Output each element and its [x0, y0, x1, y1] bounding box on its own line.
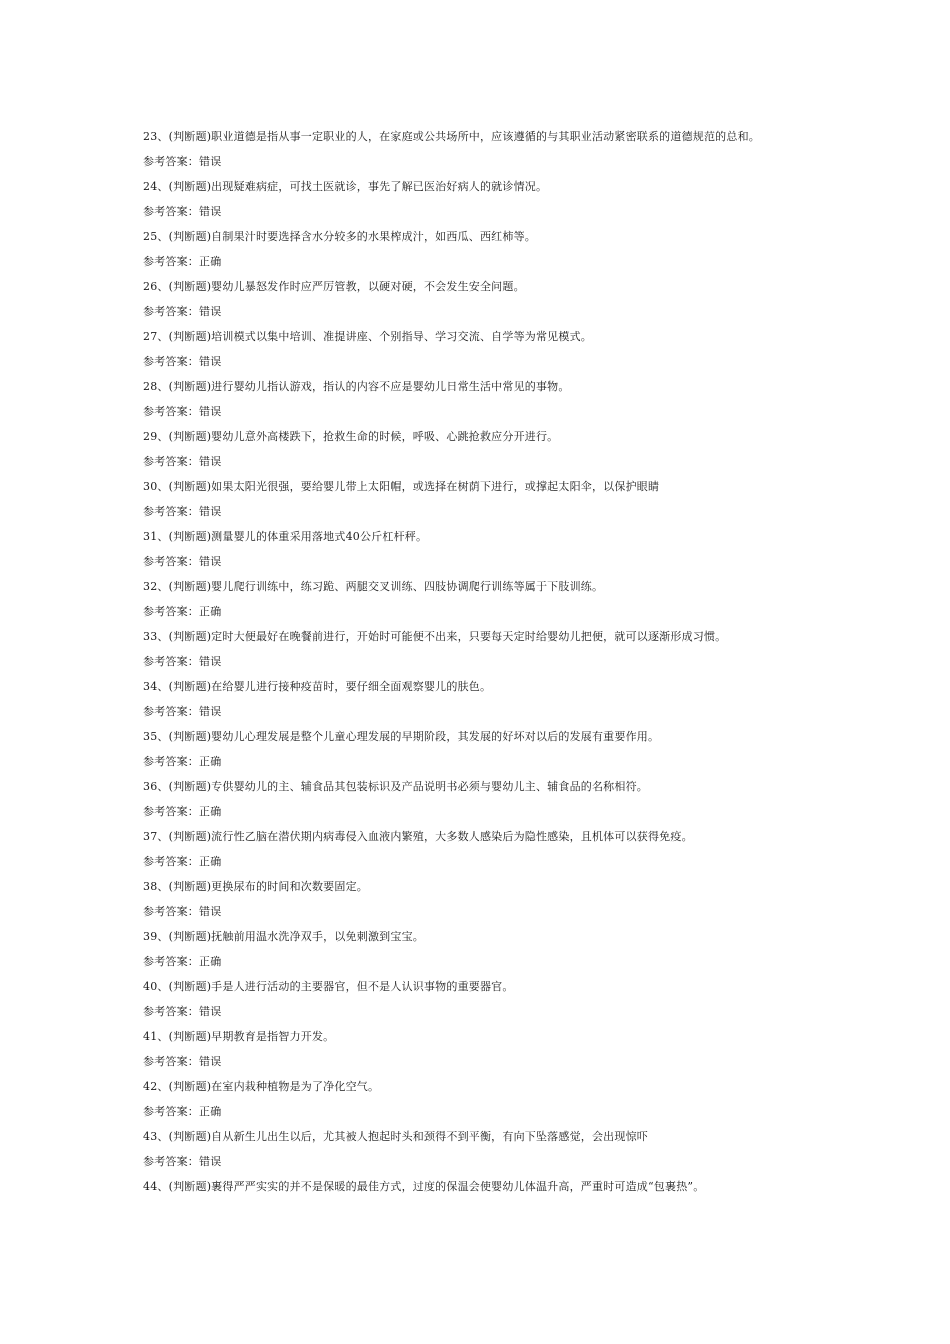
- answer-line: [143, 799, 813, 824]
- answer-value: 错误: [199, 505, 222, 518]
- question-item: [143, 324, 813, 349]
- answer-line: [143, 349, 813, 374]
- question-text: 40、(判断题)手是人进行活动的主要器官，但不是人认识事物的重要器官。: [143, 980, 514, 993]
- answer-line: [143, 149, 813, 174]
- answer-label: 参考答案：: [143, 1055, 199, 1068]
- question-item: [143, 924, 813, 949]
- answer-value: 错误: [199, 1155, 222, 1168]
- answer-label: 参考答案：: [143, 555, 199, 568]
- question-text: 25、(判断题)自制果汁时要选择含水分较多的水果榨成汁，如西瓜、西红柿等。: [143, 230, 536, 243]
- answer-label: 参考答案：: [143, 905, 199, 918]
- answer-value: 错误: [199, 405, 222, 418]
- question-item: [143, 524, 813, 549]
- question-item: [143, 1174, 813, 1199]
- question-text: 42、(判断题)在室内栽种植物是为了净化空气。: [143, 1080, 380, 1093]
- answer-label: 参考答案：: [143, 755, 199, 768]
- question-text: 44、(判断题)裹得严严实实的并不是保暖的最佳方式，过度的保温会使婴幼儿体温升高，严重时可造成“包裹热”。: [143, 1180, 705, 1193]
- question-item: [143, 1074, 813, 1099]
- question-list: [143, 124, 813, 1199]
- answer-line: [143, 549, 813, 574]
- answer-line: [143, 249, 813, 274]
- answer-line: [143, 1149, 813, 1174]
- answer-line: [143, 749, 813, 774]
- answer-line: [143, 299, 813, 324]
- question-text: 39、(判断题)抚触前用温水洗净双手，以免刺激到宝宝。: [143, 930, 424, 943]
- question-text: 41、(判断题)早期教育是指智力开发。: [143, 1030, 335, 1043]
- answer-line: [143, 599, 813, 624]
- answer-line: [143, 449, 813, 474]
- answer-line: [143, 199, 813, 224]
- question-item: [143, 1024, 813, 1049]
- answer-value: 错误: [199, 905, 222, 918]
- answer-line: [143, 399, 813, 424]
- question-text: 32、(判断题)婴儿爬行训练中，练习跪、两腿交叉训练、四肢协调爬行训练等属于下肢训练。: [143, 580, 604, 593]
- question-text: 35、(判断题)婴幼儿心理发展是整个儿童心理发展的早期阶段，其发展的好坏对以后的发展有重要作用。: [143, 730, 660, 743]
- question-text: 34、(判断题)在给婴儿进行接种疫苗时，要仔细全面观察婴儿的肤色。: [143, 680, 492, 693]
- answer-line: [143, 649, 813, 674]
- question-text: 29、(判断题)婴幼儿意外高楼跌下，抢救生命的时候，呼吸、心跳抢救应分开进行。: [143, 430, 559, 443]
- answer-label: 参考答案：: [143, 355, 199, 368]
- answer-line: [143, 999, 813, 1024]
- answer-line: [143, 699, 813, 724]
- answer-label: 参考答案：: [143, 1005, 199, 1018]
- answer-label: 参考答案：: [143, 855, 199, 868]
- answer-value: 正确: [199, 805, 222, 818]
- answer-value: 正确: [199, 255, 222, 268]
- question-item: [143, 974, 813, 999]
- answer-value: 错误: [199, 705, 222, 718]
- answer-value: 错误: [199, 155, 222, 168]
- answer-line: [143, 1099, 813, 1124]
- answer-label: 参考答案：: [143, 155, 199, 168]
- answer-label: 参考答案：: [143, 705, 199, 718]
- answer-value: 错误: [199, 1055, 222, 1068]
- answer-value: 错误: [199, 355, 222, 368]
- answer-line: [143, 949, 813, 974]
- answer-label: 参考答案：: [143, 455, 199, 468]
- answer-label: 参考答案：: [143, 955, 199, 968]
- answer-value: 正确: [199, 855, 222, 868]
- answer-label: 参考答案：: [143, 205, 199, 218]
- answer-line: [143, 1049, 813, 1074]
- answer-label: 参考答案：: [143, 1105, 199, 1118]
- answer-value: 错误: [199, 305, 222, 318]
- answer-value: 错误: [199, 205, 222, 218]
- question-item: [143, 824, 813, 849]
- answer-line: [143, 499, 813, 524]
- question-item: [143, 574, 813, 599]
- answer-value: 正确: [199, 605, 222, 618]
- question-item: [143, 724, 813, 749]
- question-item: [143, 274, 813, 299]
- question-text: 33、(判断题)定时大便最好在晚餐前进行，开始时可能便不出来，只要每天定时给婴幼儿把便，就可以逐渐形成习惯。: [143, 630, 727, 643]
- question-item: [143, 774, 813, 799]
- answer-value: 错误: [199, 1005, 222, 1018]
- question-item: [143, 474, 813, 499]
- question-text: 27、(判断题)培训模式以集中培训、准提讲座、个别指导、学习交流、自学等为常见模式。: [143, 330, 592, 343]
- answer-label: 参考答案：: [143, 655, 199, 668]
- answer-label: 参考答案：: [143, 305, 199, 318]
- answer-value: 正确: [199, 755, 222, 768]
- answer-label: 参考答案：: [143, 1155, 199, 1168]
- question-item: [143, 874, 813, 899]
- question-item: [143, 1124, 813, 1149]
- question-text: 43、(判断题)自从新生儿出生以后，尤其被人抱起时头和颈得不到平衡，有向下坠落感觉，会出现惊吓: [143, 1130, 648, 1143]
- question-item: [143, 374, 813, 399]
- question-item: [143, 124, 813, 149]
- question-text: 36、(判断题)专供婴幼儿的主、辅食品其包装标识及产品说明书必须与婴幼儿主、辅食品的名称相符。: [143, 780, 648, 793]
- question-text: 24、(判断题)出现疑难病症，可找土医就诊，事先了解已医治好病人的就诊情况。: [143, 180, 548, 193]
- answer-label: 参考答案：: [143, 505, 199, 518]
- question-item: [143, 624, 813, 649]
- question-text: 28、(判断题)进行婴幼儿指认游戏，指认的内容不应是婴幼儿日常生活中常见的事物。: [143, 380, 570, 393]
- question-text: 31、(判断题)测量婴儿的体重采用落地式40公斤杠杆秤。: [143, 530, 428, 543]
- answer-value: 错误: [199, 555, 222, 568]
- answer-line: [143, 849, 813, 874]
- answer-value: 正确: [199, 955, 222, 968]
- answer-value: 正确: [199, 1105, 222, 1118]
- question-item: [143, 224, 813, 249]
- question-text: 30、(判断题)如果太阳光很强，要给婴儿带上太阳帽，或选择在树荫下进行，或撑起太阳伞，以保护眼睛: [143, 480, 660, 493]
- question-item: [143, 674, 813, 699]
- answer-line: [143, 899, 813, 924]
- question-text: 26、(判断题)婴幼儿暴怒发作时应严厉管教，以硬对硬，不会发生安全问题。: [143, 280, 525, 293]
- question-text: 37、(判断题)流行性乙脑在潜伏期内病毒侵入血液内繁殖，大多数人感染后为隐性感染，且机体可以获得免疫。: [143, 830, 693, 843]
- answer-label: 参考答案：: [143, 805, 199, 818]
- question-text: 23、(判断题)职业道德是指从事一定职业的人，在家庭或公共场所中，应该遵循的与其职业活动紧密联系的道德规范的总和。: [143, 130, 760, 143]
- question-item: [143, 424, 813, 449]
- question-text: 38、(判断题)更换尿布的时间和次数要固定。: [143, 880, 368, 893]
- answer-label: 参考答案：: [143, 605, 199, 618]
- question-item: [143, 174, 813, 199]
- answer-value: 错误: [199, 455, 222, 468]
- answer-value: 错误: [199, 655, 222, 668]
- answer-label: 参考答案：: [143, 255, 199, 268]
- answer-label: 参考答案：: [143, 405, 199, 418]
